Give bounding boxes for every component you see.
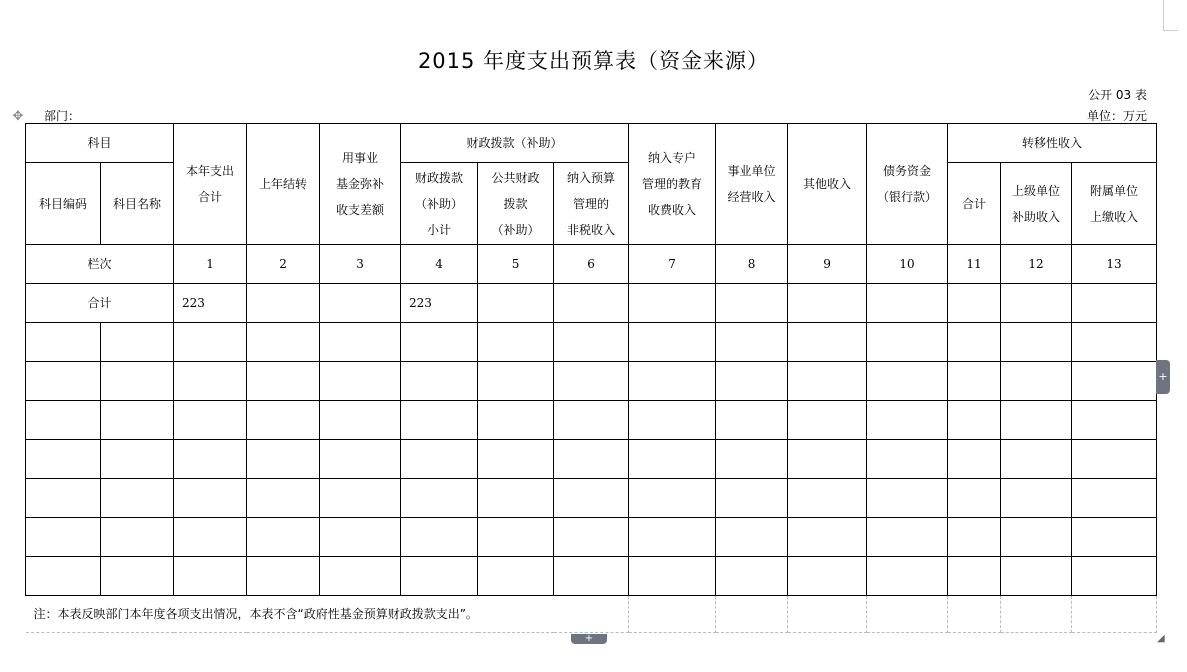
footnote-cell [716,596,788,633]
header-public-fiscal-grant [478,163,554,245]
table-cell[interactable] [1001,362,1072,401]
table-cell[interactable] [629,323,716,362]
table-cell[interactable] [101,479,174,518]
table-cell[interactable] [867,557,948,596]
header-subject: 科目 [26,124,174,163]
column-number: 6 [554,245,629,284]
form-code: 公开 03 表 [1088,88,1147,102]
header-line: 管理的教育 [642,177,703,191]
table-cell[interactable] [1001,479,1072,518]
budget-table [25,123,1157,633]
footnote-cell [1001,596,1072,633]
table-cell[interactable] [478,362,554,401]
header-affiliated-payment [1072,163,1157,245]
table-cell[interactable] [26,557,101,596]
header-line: 附属单位 [1090,183,1139,198]
footnote-cell [788,596,867,633]
header-line: 本年支出 [186,164,235,178]
header-fiscal-grant: 财政拨款（补助） [401,124,629,163]
table-cell[interactable] [629,440,716,479]
table-cell[interactable] [554,440,629,479]
header-debt-funds [867,124,948,245]
table-cell[interactable] [867,362,948,401]
table-cell[interactable] [554,518,629,557]
header-institution-operating [716,124,788,245]
table-cell[interactable] [320,440,401,479]
footnote-cell [1072,596,1157,633]
column-number: 1 [174,245,247,284]
table-cell[interactable] [629,401,716,440]
table-cell[interactable] [716,440,788,479]
table-cell[interactable] [1072,323,1157,362]
table-cell[interactable] [629,362,716,401]
table-cell[interactable] [948,401,1001,440]
column-number: 2 [247,245,320,284]
table-cell[interactable] [174,479,247,518]
table-cell[interactable] [247,323,320,362]
footnote-cell [867,596,948,633]
table-cell[interactable] [788,557,867,596]
total-cell[interactable] [478,284,554,323]
header-budget-nontax [554,163,629,245]
header-fiscal-grant-subtotal [401,163,478,245]
table-cell[interactable] [26,323,101,362]
header-line: （补助） [415,196,464,211]
table-cell[interactable] [867,479,948,518]
table-cell[interactable] [716,518,788,557]
table-cell[interactable] [554,557,629,596]
table-row [26,362,1157,401]
table-cell[interactable] [1072,440,1157,479]
total-cell[interactable] [320,284,401,323]
table-cell[interactable] [948,518,1001,557]
footnote-cell [948,596,1001,633]
table-cell[interactable] [174,440,247,479]
table-cell[interactable] [788,362,867,401]
total-cell[interactable] [629,284,716,323]
table-row [26,323,1157,362]
column-number: 3 [320,245,401,284]
table-cell[interactable] [716,479,788,518]
table-cell[interactable] [867,518,948,557]
header-line: 上年结转 [259,177,308,191]
table-cell[interactable] [478,440,554,479]
header-line: 非税收入 [567,222,616,237]
total-cell[interactable] [1001,284,1072,323]
table-cell[interactable] [1072,362,1157,401]
table-cell[interactable] [247,518,320,557]
column-number: 8 [716,245,788,284]
move-handle-icon[interactable]: ✥ [12,109,24,124]
table-cell[interactable] [478,323,554,362]
table-cell[interactable] [174,557,247,596]
table-cell[interactable] [554,479,629,518]
table-cell[interactable] [401,557,478,596]
column-number: 10 [867,245,948,284]
header-education-fee [629,124,716,245]
table-cell[interactable] [1001,401,1072,440]
table-cell[interactable] [401,362,478,401]
table-cell[interactable] [629,518,716,557]
header-line: 上级单位 [1012,183,1061,198]
table-cell[interactable] [716,401,788,440]
column-number: 11 [948,245,1001,284]
add-column-icon[interactable]: + [1156,360,1170,394]
table-cell[interactable] [26,401,101,440]
column-number: 5 [478,245,554,284]
table-row [26,518,1157,557]
table-cell[interactable] [101,362,174,401]
total-cell[interactable]: 223 [174,284,247,323]
header-line: 管理的 [573,196,610,211]
table-cell[interactable] [948,557,1001,596]
total-cell[interactable]: 223 [401,284,478,323]
table-cell[interactable] [948,362,1001,401]
header-line: （补助） [491,222,540,237]
header-last-year-carry [247,124,320,245]
header-line: 收费收入 [648,203,697,217]
table-row [26,479,1157,518]
table-cell[interactable] [948,440,1001,479]
header-transfer-total [948,163,1001,245]
table-cell[interactable] [320,401,401,440]
column-number: 13 [1072,245,1157,284]
header-line: （银行款） [877,190,938,204]
table-cell[interactable] [247,362,320,401]
header-line: 事业单位 [727,164,776,178]
table-cell[interactable] [554,401,629,440]
department-label: 部门： [44,109,81,123]
total-cell[interactable] [716,284,788,323]
table-cell[interactable] [788,401,867,440]
table-cell[interactable] [320,323,401,362]
footnote: 注：本表反映部门本年度各项支出情况，本表不含“政府性基金预算财政拨款支出”。 [26,596,629,633]
total-cell[interactable] [948,284,1001,323]
table-cell[interactable] [788,518,867,557]
table-cell[interactable] [26,479,101,518]
table-cell[interactable] [26,440,101,479]
total-cell[interactable] [247,284,320,323]
total-row [26,284,1157,323]
table-cell[interactable] [948,323,1001,362]
total-cell[interactable] [788,284,867,323]
page-title: 2015 年度支出预算表（资金来源） [417,49,770,73]
header-subject-code: 科目编码 [26,163,101,245]
table-cell[interactable] [101,401,174,440]
table-cell[interactable] [478,401,554,440]
header-line: 收支差额 [336,203,385,217]
add-row-icon[interactable]: + [571,634,607,644]
header-line: 拨款 [503,196,528,211]
column-number: 7 [629,245,716,284]
header-line: 补助收入 [1012,209,1061,224]
total-cell[interactable] [867,284,948,323]
table-cell[interactable] [788,479,867,518]
header-line: 财政拨款 [415,170,464,185]
table-cell[interactable] [1001,323,1072,362]
table-cell[interactable] [26,518,101,557]
table-cell[interactable] [948,479,1001,518]
table-cell[interactable] [101,518,174,557]
table-cell[interactable] [174,518,247,557]
column-index-row [26,245,1157,284]
table-cell[interactable] [101,323,174,362]
table-cell[interactable] [1072,557,1157,596]
table-cell[interactable] [247,440,320,479]
table-cell[interactable] [320,518,401,557]
table-cell[interactable] [247,401,320,440]
table-cell[interactable] [478,479,554,518]
column-number: 4 [401,245,478,284]
table-cell[interactable] [554,323,629,362]
page-corner-mark [1163,0,1178,31]
header-line: 公共财政 [491,170,540,185]
header-line: 经营收入 [727,190,776,204]
table-cell[interactable] [629,557,716,596]
total-cell[interactable] [554,284,629,323]
resize-handle-icon[interactable]: ◢ [1157,633,1165,644]
header-other-income [788,124,867,245]
table-cell[interactable] [247,479,320,518]
header-line: 其他收入 [803,177,852,191]
table-cell[interactable] [174,323,247,362]
unit-label: 单位：万元 [1086,109,1147,123]
table-cell[interactable] [867,401,948,440]
table-cell[interactable] [478,518,554,557]
table-cell[interactable] [478,557,554,596]
table-cell[interactable] [401,479,478,518]
table-cell[interactable] [26,362,101,401]
header-line: 上缴收入 [1090,209,1139,224]
header-line: 债务资金 [883,164,932,178]
table-cell[interactable] [788,323,867,362]
table-cell[interactable] [320,479,401,518]
column-number: 9 [788,245,867,284]
table-cell[interactable] [101,557,174,596]
table-cell[interactable] [788,440,867,479]
header-line: 合计 [198,190,223,204]
table-cell[interactable] [401,440,478,479]
table-cell[interactable] [1001,557,1072,596]
table-cell[interactable] [716,323,788,362]
table-cell[interactable] [1072,518,1157,557]
total-cell[interactable] [1072,284,1157,323]
header-line: 用事业 [342,151,379,165]
table-cell[interactable] [401,323,478,362]
table-cell[interactable] [867,323,948,362]
column-number: 12 [1001,245,1072,284]
table-cell[interactable] [401,518,478,557]
footnote-cell [629,596,716,633]
table-row [26,440,1157,479]
table-cell[interactable] [554,362,629,401]
table-cell[interactable] [1072,401,1157,440]
table-row [26,557,1157,596]
table-cell[interactable] [320,557,401,596]
table-cell[interactable] [867,440,948,479]
column-index-label: 栏次 [26,245,174,284]
table-cell[interactable] [629,479,716,518]
header-line: 纳入预算 [567,170,616,185]
table-cell[interactable] [1001,440,1072,479]
header-line: 小计 [427,222,452,237]
header-line: 合计 [962,196,987,211]
header-line: 纳入专户 [648,151,697,165]
table-cell[interactable] [716,362,788,401]
header-subject-name: 科目名称 [101,163,174,245]
table-cell[interactable] [1072,479,1157,518]
header-line: 基金弥补 [336,177,385,191]
header-superior-subsidy [1001,163,1072,245]
header-transfer-income: 转移性收入 [948,124,1157,163]
table-cell[interactable] [401,401,478,440]
table-cell[interactable] [174,362,247,401]
total-label: 合计 [26,284,174,323]
table-cell[interactable] [247,557,320,596]
table-row [26,401,1157,440]
table-cell[interactable] [174,401,247,440]
table-cell[interactable] [716,557,788,596]
table-cell[interactable] [101,440,174,479]
table-cell[interactable] [320,362,401,401]
header-institution-fund [320,124,401,245]
table-cell[interactable] [1001,518,1072,557]
header-total-expense [174,124,247,245]
